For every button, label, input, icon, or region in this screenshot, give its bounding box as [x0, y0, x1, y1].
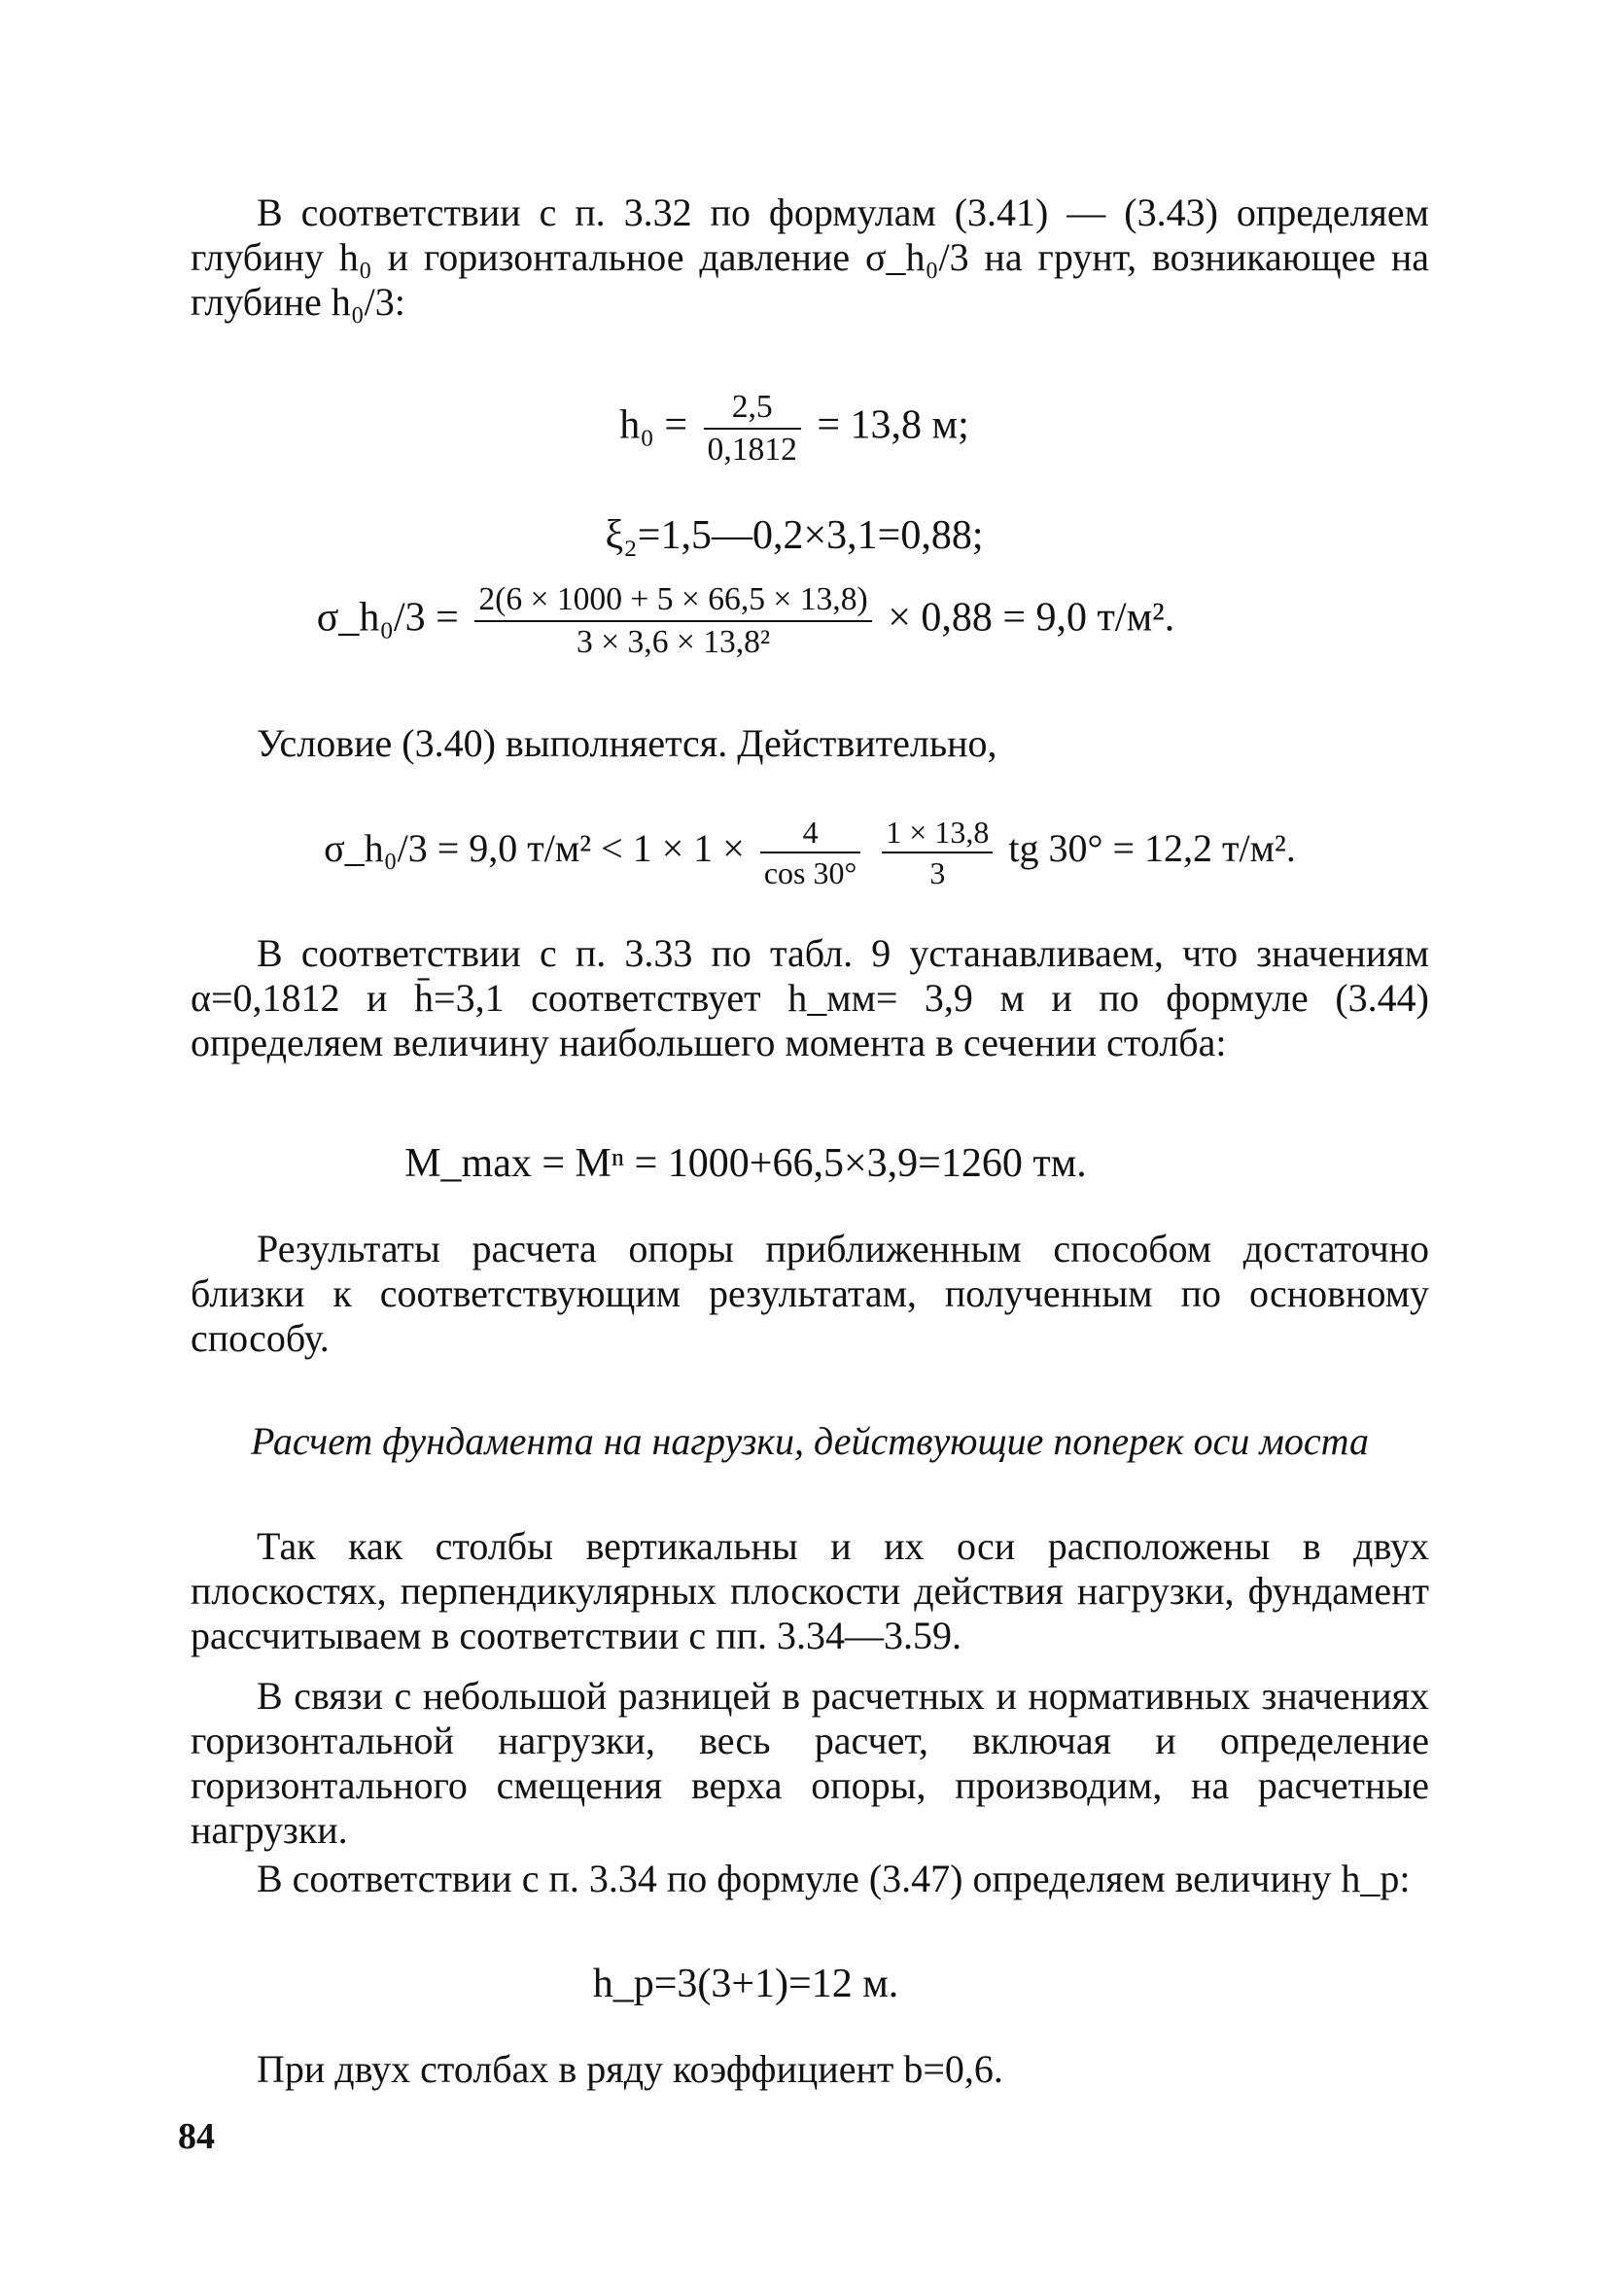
- paragraph-1: В соответствии с п. 3.32 по формулам (3.41) — (3.43) определяем глубину h₀ и горизонтальное давление σ_h₀/3 на грунт, возникающее на глубине h₀/3:: [191, 191, 1429, 324]
- fraction-sigma: $\frac{2(6 \times 1000 + 5 \times 66,5 \times 13,8)}{\text{3 × 3,6 × 13,8²}}$: [474, 579, 871, 663]
- formula-mmax: M_max = Mⁿ = 1000+66,5×3,9=1260 тм.: [404, 1141, 1087, 1186]
- paragraph-8: При двух столбах в ряду коэффициент b=0,6.: [257, 2047, 1003, 2091]
- formula-sigma: σ_h₀/3 = $\frac{2(6 \times 1000 + 5 \times 66,5 \times 13,8)}{\text{3 × 3,6 × 13,8²}}$ × 0,88 = 9,0 т/м².: [126, 579, 1365, 663]
- formula-hp: h_р=3(3+1)=12 м.: [592, 1962, 899, 2006]
- formula-xi2: ξ₂=1,5—0,2×3,1=0,88;: [605, 513, 984, 558]
- paragraph-6: В связи с небольшой разницей в расчетных и нормативных значениях горизонтальной нагрузки, весь расчет, включая и определение горизонтального смещения верха опоры, производим, на расчетные нагрузки.: [191, 1674, 1429, 1852]
- fraction-third: $\frac{1 \times 13,8}{3}$: [882, 813, 993, 892]
- paragraph-3: В соответствии с п. 3.33 по табл. 9 устанавливаем, что значениям α=0,1812 и h̄=3,1 соответствует h_мм= 3,9 м и по формуле (3.44) определяем величину наибольшего момента в сечении столба:: [191, 931, 1429, 1064]
- paragraph-2: Условие (3.40) выполняется. Действительно,: [257, 721, 997, 765]
- formula-condition: σ_h₀/3 = 9,0 т/м² < 1 × 1 × $\frac{4}{\cos 30^\circ}$ $\frac{1 \times 13,8}{3}$ tg 30° = 12,2 т/м².: [324, 815, 1296, 890]
- paragraph-5: Так как столбы вертикальны и их оси расположены в двух плоскостях, перпендикулярных плоскости действия нагрузки, фундамент рассчитываем в соответствии с пп. 3.34—3.59.: [191, 1524, 1429, 1657]
- formula-h0: h₀ = $\frac{2,5}{0,1812}$ = 13,8 м;: [175, 387, 1414, 470]
- paragraph-4: Результаты расчета опоры приближенным способом достаточно близки к соответствующим результатам, полученным по основному способу.: [191, 1227, 1429, 1360]
- section-heading: Расчет фундамента на нагрузки, действующие поперек оси моста: [250, 1419, 1370, 1463]
- paragraph-7: В соответствии с п. 3.34 по формуле (3.47) определяем величину h_р:: [257, 1857, 1411, 1900]
- fraction-cos: $\frac{4}{\cos 30^\circ}$: [760, 813, 860, 892]
- page-number: 84: [178, 2116, 215, 2157]
- fraction-h0: $\frac{2,5}{0,1812}$: [704, 387, 801, 470]
